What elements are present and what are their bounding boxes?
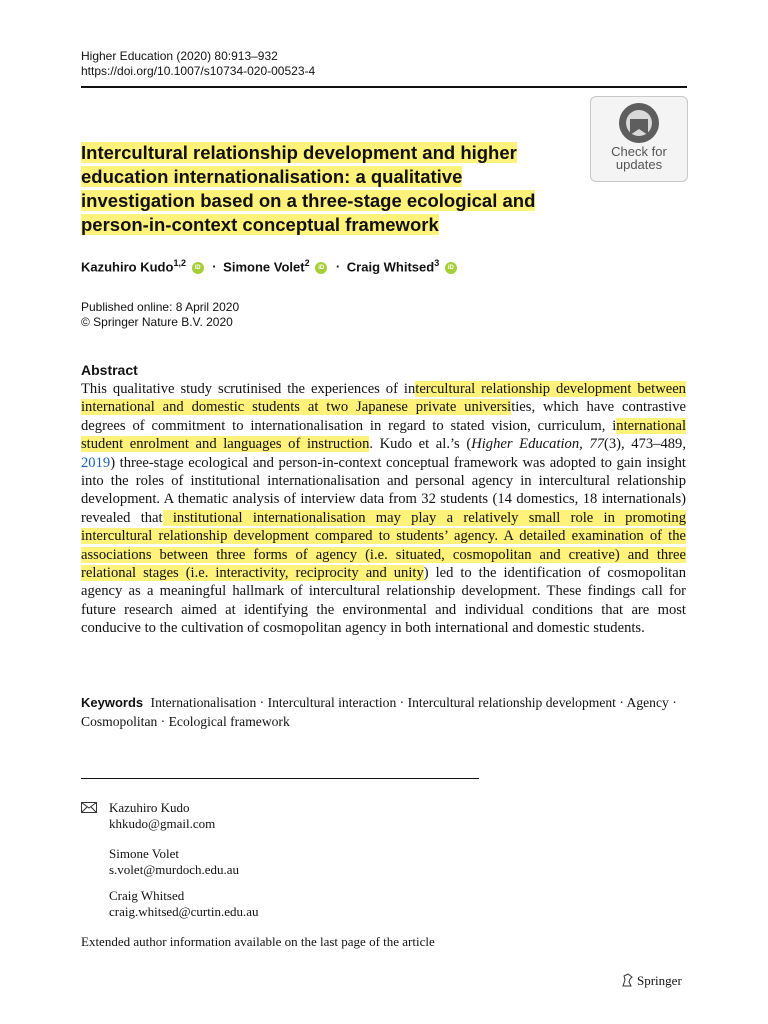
author-separator: · xyxy=(335,259,341,275)
article-title: Intercultural relationship development and higher education internationalisation: a qualitative investigation based on a three-stage ecological and person-in-context conceptual framework xyxy=(81,142,536,235)
highlight: institutional internationalisation may play a relatively small role in promoting intercultural relationship development compared to students’ agency. A detailed examination of the associations between three forms of agency (i.e. situated, cosmopolitan and creative) and three relational stages (i.e. interactivity, reciprocity and unity xyxy=(81,509,686,582)
contact-name: Simone Volet xyxy=(109,846,179,861)
keywords xyxy=(81,693,691,731)
contact-email[interactable]: khkudo@gmail.com xyxy=(109,816,216,831)
abstract-text: ) led to the identification of cosmopolitan agency as a meaningful hallmark of intercultural relationship development. These findings call for future research aimed at identifying the environmental and individual conditions that are most conducive to the cultivation of cosmopolitan agency in both international and domestic students. xyxy=(81,565,687,637)
badge-line-1: Check for xyxy=(611,144,667,159)
springer-horse-icon xyxy=(620,973,634,987)
author-name: Kazuhiro Kudo xyxy=(81,259,174,275)
abstract-heading: Abstract xyxy=(81,362,138,378)
keywords-list: Internationalisation · Intercultural interaction · Intercultural relationship development · Agency · Cosmopolitan · Ecological framework xyxy=(81,695,677,729)
journal-header xyxy=(81,49,315,79)
badge-line-2: updates xyxy=(615,157,663,172)
abstract-text: This qualitative study scrutinised the experiences of in xyxy=(81,381,416,397)
keywords-label: Keywords xyxy=(81,695,144,710)
journal-reference: Higher Education, 77 xyxy=(471,436,604,453)
author-separator: · xyxy=(212,259,217,275)
published-date: Published online: 8 April 2020 xyxy=(81,300,240,314)
extended-author-info: Extended author information available on the last page of the article xyxy=(81,934,435,949)
contact-email[interactable]: s.volet@murdoch.edu.au xyxy=(109,862,240,877)
publisher-name: Springer xyxy=(637,973,682,988)
abstract-text: ) three-stage ecological and person-in-context conceptual framework was adopted to gain insight into the roles of institutional internationalisation and personal agency in intercultural relationship development. A thematic analysis of interview data from 32 students (14 domestics, 18 internationals) revealed that xyxy=(81,454,686,526)
contact-email[interactable]: craig.whitsed@curtin.edu.au xyxy=(109,904,259,919)
orcid-icon[interactable]: iD xyxy=(445,262,457,274)
abstract-body xyxy=(81,380,686,638)
author-name: Craig Whitsed xyxy=(346,259,435,275)
publisher-logo xyxy=(620,973,682,989)
copyright: © Springer Nature B.V. 2020 xyxy=(81,315,233,329)
abstract-text: (3), 473–489, xyxy=(604,436,686,453)
highlight: tercultural relationship development between international and domestic students at two Japanese private universi xyxy=(81,381,686,416)
orcid-icon[interactable]: iD xyxy=(192,262,204,274)
author-list xyxy=(81,258,459,274)
doi-link[interactable]: https://doi.org/10.1007/s10734-020-00523-4 xyxy=(81,64,316,78)
journal-citation: Higher Education (2020) 80:913–932 xyxy=(81,49,278,63)
abstract-text: . Kudo et al.’s ( xyxy=(369,436,472,453)
orcid-icon[interactable]: iD xyxy=(315,262,327,274)
envelope-icon xyxy=(81,802,97,813)
author-affiliation: 1,2 xyxy=(173,258,186,268)
check-for-updates-icon xyxy=(617,101,661,145)
author-affiliation: 3 xyxy=(434,258,440,268)
author-name: Simone Volet xyxy=(223,259,305,275)
contact-name: Kazuhiro Kudo xyxy=(109,800,190,815)
highlight: nternational student enrolment and languages of instruction xyxy=(81,417,686,453)
author-affiliation: 2 xyxy=(304,258,310,268)
check-for-updates-badge[interactable] xyxy=(590,96,688,182)
abstract-text: ties, which have contrastive degrees of commitment to internationalisation in regard to stated vision, curriculum, i xyxy=(81,399,686,434)
contact-name: Craig Whitsed xyxy=(109,888,185,903)
publication-info xyxy=(81,300,239,330)
header-rule xyxy=(81,86,687,88)
footnote-rule xyxy=(81,778,479,779)
citation-year-link[interactable]: 2019 xyxy=(81,454,111,471)
